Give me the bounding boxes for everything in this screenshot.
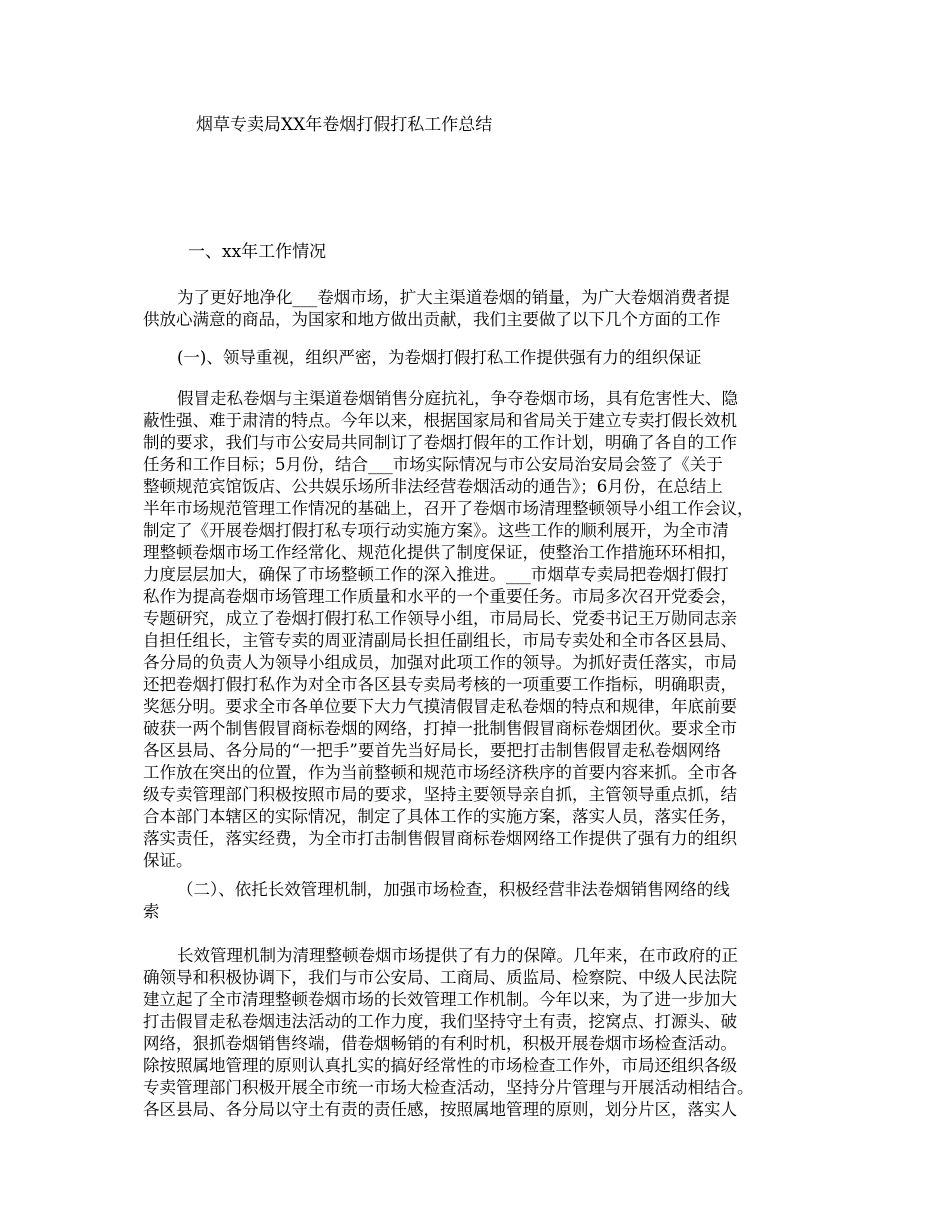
text-line: 专卖管理部门积极开展全市统一市场大检查活动，坚持分片管理与开展活动相结合。 bbox=[143, 1078, 754, 1097]
text-line: 私作为提高卷烟市场管理工作质量和水平的一个重要任务。市局多次召开党委会， bbox=[143, 587, 737, 606]
text-line: 落实责任，落实经费，为全市打击制售假冒商标卷烟网络工作提供了强有力的组织 bbox=[143, 829, 737, 848]
text-line: 任务和工作目标；5月份，结合___市场实际情况与市公安局治安局会签了《关于 bbox=[143, 455, 723, 474]
text-line: 工作放在突出的位置，作为当前整顿和规范市场经济秩序的首要内容来抓。全市各 bbox=[143, 763, 737, 782]
subsection-heading-1: (一)、领导重视，组织严密，为卷烟打假打私工作提供强有力的组织保证 bbox=[177, 348, 702, 367]
text-line: 各分局的负责人为领导小组成员，加强对此项工作的领导。为抓好责任落实，市局 bbox=[143, 653, 737, 672]
text-line: 确领导和积极协调下，我们与市公安局、工商局、质监局、检察院、中级人民法院 bbox=[143, 968, 737, 987]
text-line: 建立起了全市清理整顿卷烟市场的长效管理工作机制。今年以来，为了进一步加大 bbox=[143, 990, 737, 1009]
text-line: 制定了《开展卷烟打假打私专项行动实施方案》。这些工作的顺利展开，为全市清 bbox=[143, 521, 729, 540]
subsection-heading-2 bbox=[143, 879, 833, 923]
text-line: 半年市场规范管理工作情况的基础上，召开了卷烟市场清理整顿领导小组工作会议， bbox=[143, 499, 754, 518]
text-line: 假冒走私卷烟与主渠道卷烟销售分庭抗礼，争夺卷烟市场，具有危害性大、隐 bbox=[177, 389, 738, 408]
text-line: 理整顿卷烟市场工作经常化、规范化提供了制度保证，使整治工作措施环环相扣， bbox=[143, 543, 737, 562]
paragraph-1 bbox=[143, 388, 833, 872]
text-line: 级专卖管理部门积极按照市局的要求，坚持主要领导亲自抓，主管领导重点抓，结 bbox=[143, 785, 737, 804]
text-line: 索 bbox=[143, 902, 160, 921]
text-line: 蔽性强、难于肃清的特点。今年以来，根据国家局和省局关于建立专卖打假长效机 bbox=[143, 411, 737, 430]
text-line: 奖惩分明。要求全市各单位要下大力气摸清假冒走私卷烟的特点和规律，年底前要 bbox=[143, 697, 737, 716]
text-line: 合本部门本辖区的实际情况，制定了具体工作的实施方案，落实人员，落实任务， bbox=[143, 807, 737, 826]
intro-paragraph bbox=[143, 287, 833, 331]
text-line: 制的要求，我们与市公安局共同制订了卷烟打假年的工作计划，明确了各自的工作 bbox=[143, 433, 737, 452]
text-line: 自担任组长，主管专卖的周亚清副局长担任副组长，市局专卖处和全市各区县局、 bbox=[143, 631, 737, 650]
text-line: 为了更好地净化___卷烟市场，扩大主渠道卷烟的销量，为广大卷烟消费者提 bbox=[177, 288, 730, 307]
text-line: 整顿规范宾馆饭店、公共娱乐场所非法经营卷烟活动的通告》；6月份，在总结上 bbox=[143, 477, 723, 496]
text-line: 供放心满意的商品，为国家和地方做出贡献，我们主要做了以下几个方面的工作 bbox=[143, 310, 721, 329]
text-line: 打击假冒走私卷烟违法活动的工作力度，我们坚持守土有责，挖窝点、打源头、破 bbox=[143, 1012, 737, 1031]
document-title: 烟草专卖局XX年卷烟打假打私工作总结 bbox=[196, 115, 493, 135]
text-line: 网络，狠抓卷烟销售终端，借卷烟畅销的有利时机，积极开展卷烟市场检查活动。 bbox=[143, 1034, 737, 1053]
text-line: 长效管理机制为清理整顿卷烟市场提供了有力的保障。几年来，在市政府的正 bbox=[177, 946, 738, 965]
section-heading: 一、xx年工作情况 bbox=[188, 242, 327, 262]
paragraph-2 bbox=[143, 945, 833, 1121]
text-line: 保证。 bbox=[143, 851, 193, 870]
text-line: 破获一两个制售假冒商标卷烟的网络，打掉一批制售假冒商标卷烟团伙。要求全市 bbox=[143, 719, 737, 738]
text-line: 力度层层加大，确保了市场整顿工作的深入推进。___市烟草专卖局把卷烟打假打 bbox=[143, 565, 729, 584]
text-line: 各区县局、各分局以守土有责的责任感，按照属地管理的原则，划分片区，落实人 bbox=[143, 1100, 737, 1119]
text-line: 专题研究，成立了卷烟打假打私工作领导小组，市局局长、党委书记王万勋同志亲 bbox=[143, 609, 737, 628]
text-line: 还把卷烟打假打私作为对全市各区县专卖局考核的一项重要工作指标，明确职责， bbox=[143, 675, 737, 694]
text-line: （二）、依托长效管理机制，加强市场检查，积极经营非法卷烟销售网络的线 bbox=[177, 880, 730, 899]
text-line: 除按照属地管理的原则认真扎实的搞好经常性的市场检查工作外，市局还组织各级 bbox=[143, 1056, 737, 1075]
text-line: 各区县局、各分局的“一把手”要首先当好局长，要把打击制售假冒走私卷烟网络 bbox=[143, 741, 721, 760]
